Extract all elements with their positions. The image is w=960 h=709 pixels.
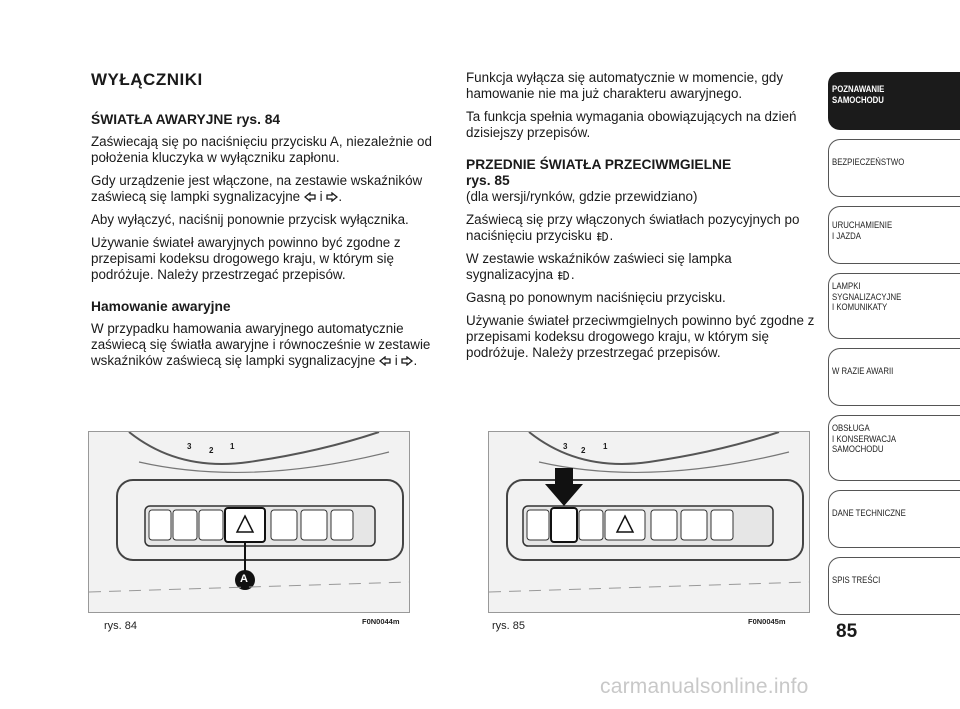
fog-lights-heading-line1: PRZEDNIE ŚWIATŁA PRZECIWMGIELNE	[466, 157, 732, 172]
hazard-lights-heading: ŚWIATŁA AWARYJNE rys. 84	[91, 112, 281, 127]
tab-obsluga-i-konserwacja[interactable]	[828, 415, 960, 481]
tab-label: URUCHAMIENIE I JAZDA	[832, 220, 893, 242]
tab-spis-tresci[interactable]	[828, 557, 960, 615]
tab-w-razie-awarii[interactable]	[828, 348, 960, 406]
fog-lights-heading-line2: rys. 85	[466, 173, 510, 188]
braking-p5-text: W przypadku hamowania awaryjnego automatycznie zaświecą się światła awaryjne i równocześnie w zestawie wskaźników zaświecą się lampki sygnalizacyjne	[91, 321, 431, 368]
front-fog-light-icon	[557, 270, 571, 281]
turn-left-arrow-icon	[304, 192, 316, 202]
figure-84	[88, 431, 410, 613]
dashboard-fog-switch-illustration	[489, 432, 809, 612]
braking-p7: Ta funkcja spełnia wymagania obowiązujących na dzień dzisiejszy przepisów.	[466, 109, 797, 140]
fog-p4-text: W zestawie wskaźników zaświeci się lampka sygnalizacyjna	[466, 251, 732, 282]
dial-number-1: 1	[230, 442, 235, 451]
fog-p5: Gasną po ponownym naciśnięciu przycisku.	[466, 290, 726, 305]
tab-label: POZNAWANIE SAMOCHODU	[832, 84, 885, 106]
hazard-p4: Używanie świateł awaryjnych powinno być zgodne z przepisami kodeksu drogowego kraju, w którym się podróżuje. Należy przestrzegać przepisów.	[91, 235, 401, 282]
hazard-p3: Aby wyłączyć, naciśnij ponownie przycisk wyłącznika.	[91, 212, 409, 227]
emergency-braking-heading: Hamowanie awaryjne	[91, 299, 231, 314]
turn-right-arrow-icon	[326, 192, 338, 202]
figure-84-caption: rys. 84	[104, 620, 138, 632]
dial-number-3: 3	[563, 442, 568, 451]
braking-p6: Funkcja wyłącza się automatycznie w momencie, gdy hamowanie nie ma już charakteru awaryjnego.	[466, 70, 784, 101]
hazard-p2-and: i	[319, 189, 323, 204]
tab-label: DANE TECHNICZNE	[832, 508, 906, 519]
braking-p5	[91, 321, 447, 369]
fog-p3-text: Zaświecą się przy włączonych światłach pozycyjnych po naciśnięciu przycisku	[466, 212, 800, 243]
tab-label: W RAZIE AWARII	[832, 366, 894, 377]
fog-p6: Używanie świateł przeciwmgielnych powinno być zgodne z przepisami kodeksu drogowego kraju, w którym się podróżuje. Należy przestrzegać przepisów.	[466, 313, 815, 360]
tab-bezpieczenstwo[interactable]	[828, 139, 960, 197]
fog-lights-heading	[466, 157, 816, 189]
dial-number-3: 3	[187, 442, 192, 451]
hazard-p2	[91, 173, 447, 205]
figure-85-caption: rys. 85	[492, 620, 526, 632]
tab-dane-techniczne[interactable]	[828, 490, 960, 548]
left-column	[91, 70, 447, 376]
dial-number-2: 2	[581, 446, 586, 455]
chapter-tabs	[828, 72, 960, 624]
hazard-p2-dot: .	[338, 189, 343, 204]
dashboard-switches-illustration	[89, 432, 409, 612]
hazard-p1: Zaświecają się po naciśnięciu przycisku A, niezależnie od położenia kluczyka w wyłączniku zapłonu.	[91, 134, 432, 165]
tab-uruchamienie-i-jazda[interactable]	[828, 206, 960, 264]
dial-number-1: 1	[603, 442, 608, 451]
fog-p4	[466, 251, 816, 283]
fog-p3	[466, 212, 816, 244]
right-column	[466, 70, 816, 368]
tab-poznawanie-samochodu[interactable]	[828, 72, 960, 130]
fog-lights-sub: (dla wersji/rynków, gdzie przewidziano)	[466, 189, 698, 204]
page-number: 85	[836, 621, 858, 642]
braking-p5-and: i	[394, 353, 398, 368]
fog-p4-dot: .	[570, 267, 575, 282]
tab-label: SPIS TREŚCI	[832, 575, 881, 586]
hazard-p2-text: Gdy urządzenie jest włączone, na zestawie wskaźników zaświecą się lampki sygnalizacyjne	[91, 173, 423, 204]
tab-label: BEZPIECZEŃSTWO	[832, 157, 905, 168]
tab-lampki-sygnalizacyjne[interactable]	[828, 273, 960, 339]
dial-number-2: 2	[209, 446, 214, 455]
page-title: WYŁĄCZNIKI	[91, 70, 203, 89]
figure-84-code: F0N0044m	[362, 617, 400, 626]
callout-label-a: A	[240, 573, 248, 585]
fog-p3-dot: .	[609, 228, 614, 243]
turn-left-arrow-icon	[379, 356, 391, 366]
tab-label: LAMPKI SYGNALIZACYJNE I KOMUNIKATY	[832, 281, 902, 313]
tab-label: OBSŁUGA I KONSERWACJA SAMOCHODU	[832, 423, 897, 455]
watermark: carmanualsonline.info	[600, 675, 809, 698]
front-fog-light-icon	[596, 231, 610, 242]
figure-85-code: F0N0045m	[748, 617, 786, 626]
figure-85	[488, 431, 810, 613]
turn-right-arrow-icon	[401, 356, 413, 366]
braking-p5-dot: .	[413, 353, 418, 368]
